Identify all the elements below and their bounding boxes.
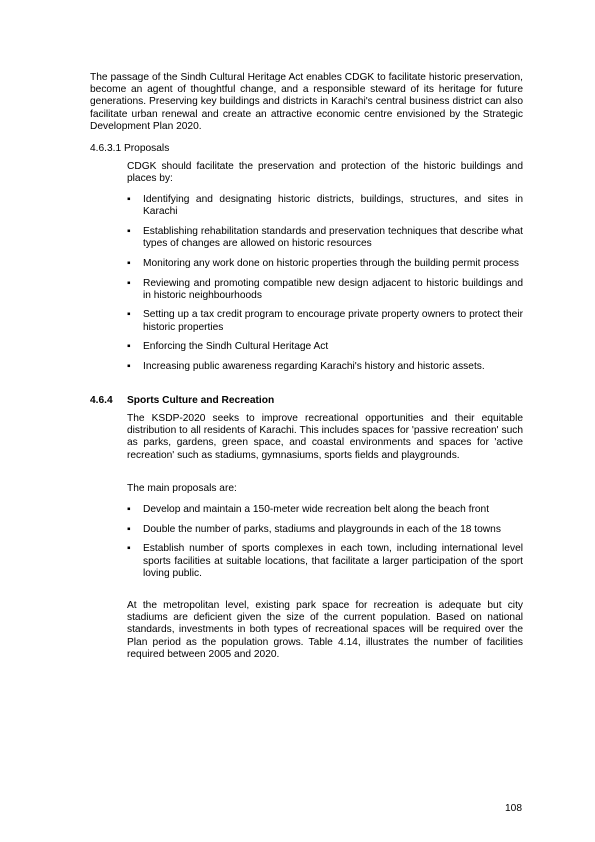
bullet-icon: ▪ <box>127 225 131 237</box>
main-proposals-lead: The main proposals are: <box>127 483 237 494</box>
subsection-heading: 4.6.3.1 Proposals <box>90 143 170 154</box>
list-item: ▪ Setting up a tax credit program to encourage private property owners to protect their historic properties <box>127 309 523 333</box>
bullet-icon: ▪ <box>127 523 131 535</box>
list-item: ▪ Enforcing the Sindh Cultural Heritage Act <box>127 341 329 353</box>
list-item: ▪ Double the number of parks, stadiums and playgrounds in each of the 18 towns <box>127 523 501 535</box>
intro-paragraph: The passage of the Sindh Cultural Heritage Act enables CDGK to facilitate historic preservation, become an agent of thoughtful change, and a responsible steward of its heritage for future generations. Preserving key buildings and districts in Karachi's central business district can also facilitate urban renewal and create an attractive economic centre envisioned by the Strategic Development Plan 2020. <box>90 72 523 132</box>
list-item: ▪ Reviewing and promoting compatible new design adjacent to historic buildings and in historic neighbourhoods <box>127 277 523 301</box>
list-item: ▪ Establish number of sports complexes in each town, including international level sports facilities at suitable locations, that facilitate a larger participation of the sport loving public. <box>127 543 523 579</box>
bullet-icon: ▪ <box>127 277 131 289</box>
page-number: 108 <box>505 803 522 814</box>
list-item: ▪ Increasing public awareness regarding Karachi's history and historic assets. <box>127 361 485 373</box>
list-item: ▪ Develop and maintain a 150-meter wide recreation belt along the beach front <box>127 504 490 515</box>
bullet-icon: ▪ <box>127 257 131 269</box>
list-item: ▪ Monitoring any work done on historic properties through the building permit process <box>127 257 520 269</box>
bullet-icon: ▪ <box>127 194 131 205</box>
bullet-icon: ▪ <box>127 504 131 515</box>
section-number: 4.6.4 <box>90 395 113 406</box>
bullet-icon: ▪ <box>127 341 131 353</box>
section-paragraph: The KSDP-2020 seeks to improve recreational opportunities and their equitable distribution to all residents of Karachi. This includes spaces for 'passive recreation' such as parks, gardens, green space, and coastal environments and spaces for 'active recreation' such as stadiums, gymnasiums, sports fields and playgrounds. <box>127 413 523 461</box>
closing-paragraph: At the metropolitan level, existing park space for recreation is adequate but city stadiums are deficient given the size of the current population. Based on national standards, investments in both types of recreational spaces will be required over the Plan period as the population grows. Table 4.14, illustrates the number of facilities required between 2005 and 2020. <box>127 600 523 660</box>
list-item: ▪ Establishing rehabilitation standards and preservation techniques that describe what types of changes are allowed on historic resources <box>127 225 523 250</box>
proposals-list <box>127 194 523 381</box>
list-item: ▪ Identifying and designating historic districts, buildings, structures, and sites in Karachi <box>127 194 523 218</box>
bullet-icon: ▪ <box>127 309 131 321</box>
proposals-lead: CDGK should facilitate the preservation and protection of the historic buildings and places by: <box>127 161 523 185</box>
main-proposals-list <box>127 504 523 588</box>
bullet-icon: ▪ <box>127 543 131 555</box>
section-title: Sports Culture and Recreation <box>127 395 275 406</box>
bullet-icon: ▪ <box>127 361 131 373</box>
